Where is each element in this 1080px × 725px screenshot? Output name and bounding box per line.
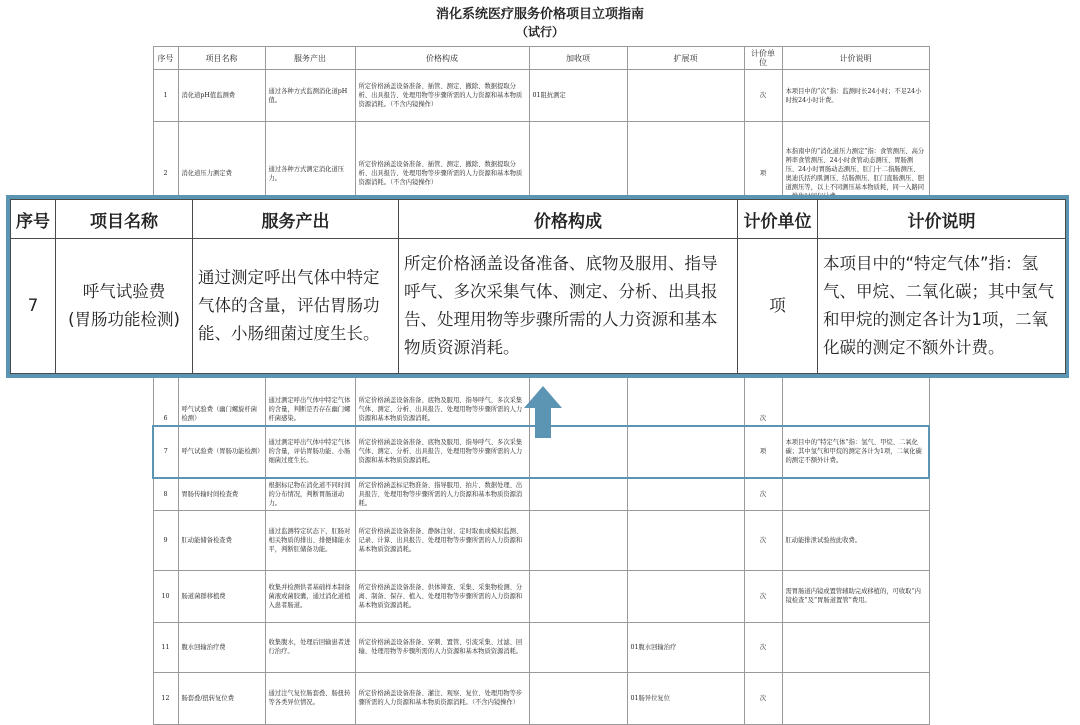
cell-price: 所定价格涵盖设备准备、穿刺、置管、引流采集、过滤、回输、处理用物等步骤所需的人力资源和基本物质资源消耗。 <box>355 622 529 672</box>
cell-name: 腹水回输治疗费 <box>178 622 265 672</box>
zoom-cell-name <box>56 239 193 374</box>
cell-note <box>782 478 929 511</box>
document-title: 消化系统医疗服务价格项目立项指南 <box>435 7 644 22</box>
cell-name: 胃肠传输时间检查费 <box>178 478 265 511</box>
cell-no: 8 <box>153 478 178 511</box>
zoom-cell-price: 所定价格涵盖设备准备、底物及服用、指导呼气、多次采集气体、测定、分析、出具报告、处理用物等步骤所需的人力资源和基本物质资源消耗。 <box>399 239 738 374</box>
cell-unit: 项 <box>744 122 782 226</box>
cell-output: 通过监测特定状态下，肛肠对相关物质的排出、排便储能水平，判断肛储备功能。 <box>265 510 355 570</box>
cell-unit: 次 <box>744 622 782 672</box>
cell-addon <box>529 622 627 672</box>
table-row <box>153 478 929 511</box>
table-row <box>153 70 929 122</box>
cell-no: 2 <box>153 122 178 226</box>
table-row <box>153 622 929 672</box>
zoom-header-name: 项目名称 <box>56 200 193 239</box>
zoom-header-unit: 计价单位 <box>738 200 818 239</box>
cell-price: 所定价格涵盖设备准备、底物及服用、指导呼气、多次采集气体、测定、分析、出具报告、处理用物等步骤所需的人力资源和基本物质资源消耗。 <box>355 226 529 426</box>
cell-unit: 次 <box>744 672 782 724</box>
cell-price: 所定价格涵盖设备准备、静脉注射、定时取血或模拟监测、记录、计算、出具报告、处理用物等步骤所需的人力资源和基本物质资源消耗。 <box>355 510 529 570</box>
zoom-header-note: 计价说明 <box>818 200 1066 239</box>
cell-price: 所定价格涵盖设备准备、底物及服用、指导呼气、多次采集气体、测定、分析、出具报告、处理用物等步骤所需的人力资源和基本物质资源消耗。 <box>355 426 529 478</box>
cell-name: 呼气试验费（胃肠功能检测） <box>178 426 265 478</box>
header-ext: 扩展项 <box>627 47 744 70</box>
cell-ext: 01腹水回输治疗 <box>627 622 744 672</box>
zoomed-row-callout <box>6 195 1069 378</box>
zoom-name-line1: 呼气试验费 <box>82 282 166 301</box>
header-no: 序号 <box>153 47 178 70</box>
cell-addon <box>529 570 627 622</box>
table-row <box>153 510 929 570</box>
cell-note: 本项目中的“次”指：监测时长24小时；不足24小时按24小时计费。 <box>782 70 929 122</box>
zoom-cell-no: 7 <box>11 239 56 374</box>
cell-name: 消化道pH值监测费 <box>178 70 265 122</box>
cell-note: 肛动能排泄试验按此收费。 <box>782 510 929 570</box>
header-note: 计价说明 <box>782 47 929 70</box>
zoomed-table <box>10 199 1066 374</box>
zoom-cell-note: 本项目中的“特定气体”指：氢气、甲烷、二氧化碳；其中氢气和甲烷的测定各计为1项，二氧化碳的测定不额外计费。 <box>818 239 1066 374</box>
cell-note: 需胃肠道内镜或置管辅助完成移植的，可收取“内镜检查”及“胃肠道置管”费用。 <box>782 570 929 622</box>
up-arrow-icon <box>524 386 562 438</box>
cell-unit: 次 <box>744 70 782 122</box>
header-output: 服务产出 <box>265 47 355 70</box>
cell-addon: 01阻抗测定 <box>529 70 627 122</box>
cell-unit: 次 <box>744 510 782 570</box>
header-unit: 计价单位 <box>744 47 782 70</box>
cell-name: 肛动能储备检查费 <box>178 510 265 570</box>
cell-ext <box>627 510 744 570</box>
cell-unit: 项 <box>744 426 782 478</box>
cell-ext <box>627 478 744 511</box>
cell-ext <box>627 70 744 122</box>
cell-addon <box>529 672 627 724</box>
cell-no: 7 <box>153 426 178 478</box>
cell-name: 消化道压力测定费 <box>178 122 265 226</box>
cell-note: 本项目中的“特定气体”指：氢气、甲烷、二氧化碳；其中氢气和甲烷的测定各计为1项，二氧化碳的测定不额外计费。 <box>782 426 929 478</box>
cell-no: 10 <box>153 570 178 622</box>
cell-no: 1 <box>153 70 178 122</box>
cell-output: 通过注气复位肠套叠、肠扭转等各类异位情况。 <box>265 672 355 724</box>
cell-ext <box>627 570 744 622</box>
zoomed-data-row <box>11 239 1066 374</box>
cell-output: 根据标记物在消化道不同时间的分布情况，判断胃肠道动力。 <box>265 478 355 511</box>
table-header-row <box>153 47 929 70</box>
cell-note: 本指南中的“消化道压力测定”指：食管测压、高分辨率食管测压、24小时食管动态测压、胃肠测压、24小时胃肠动态测压、肛门十二指肠测压、奥迪氏括约肌测压、结肠测压、肛门直肠测压、胆道测压等，以上不同测压基本物质耗，同一入路同 <box>782 122 929 226</box>
cell-no: 9 <box>153 510 178 570</box>
cell-output: 通过测定呼出气体中特定气体的含量，判断是否存在幽门螺杆菌感染。 <box>265 226 355 426</box>
zoom-cell-unit: 项 <box>738 239 818 374</box>
zoom-cell-output: 通过测定呼出气体中特定气体的含量，评估胃肠功能、小肠细菌过度生长。 <box>193 239 399 374</box>
cell-price: 所定价格涵盖设备准备、灌注、观察、复位、处理用物等步骤所需的人力资源和基本物质资源消耗。（不含内镜操作） <box>355 672 529 724</box>
header-name: 项目名称 <box>178 47 265 70</box>
zoom-header-output: 服务产出 <box>193 200 399 239</box>
cell-price: 所定价格涵盖标记物准备、指导服用、拍片、数据处理、出具报告、处理用物等步骤所需的人力资源和基本物质资源消耗。 <box>355 478 529 511</box>
cell-name: 呼气试验费（幽门螺旋杆菌检测） <box>178 226 265 426</box>
table-row <box>153 570 929 622</box>
cell-unit: 次 <box>744 478 782 511</box>
cell-unit: 次 <box>744 226 782 426</box>
cell-output: 通过各种方式监测消化道pH值。 <box>265 70 355 122</box>
header-price: 价格构成 <box>355 47 529 70</box>
zoom-header-price: 价格构成 <box>399 200 738 239</box>
cell-ext <box>627 426 744 478</box>
zoom-header-no: 序号 <box>11 200 56 239</box>
cell-output: 通过各种方式测定消化道压力。 <box>265 122 355 226</box>
cell-no: 11 <box>153 622 178 672</box>
cell-ext: 01肠异位复位 <box>627 672 744 724</box>
cell-addon <box>529 478 627 511</box>
cell-name: 肠套叠/扭转复位费 <box>178 672 265 724</box>
zoom-name-line2: (胃肠功能检测) <box>68 310 180 329</box>
cell-addon <box>529 510 627 570</box>
cell-price: 所定价格涵盖设备准备、插管、测定、撤除、数据提取分析、出具报告、处理用物等步骤所需的人力资源和基本物质资源消耗。（不含内镜操作） <box>355 70 529 122</box>
cell-price: 所定价格涵盖设备准备、插管、测定、撤除、数据提取分析、出具报告、处理用物等步骤所需的人力资源和基本物质资源消耗。（不含内镜操作） <box>355 122 529 226</box>
cell-name: 肠道菌群移植费 <box>178 570 265 622</box>
cell-output: 通过测定呼出气体中特定气体的含量，评估胃肠功能、小肠细菌过度生长。 <box>265 426 355 478</box>
cell-no: 6 <box>153 226 178 426</box>
table-row <box>153 672 929 724</box>
cell-note <box>782 672 929 724</box>
document-subtitle: （试行） <box>515 25 564 39</box>
cell-output: 收集腹水，处理后回输患者进行治疗。 <box>265 622 355 672</box>
header-addon: 加收项 <box>529 47 627 70</box>
cell-no: 12 <box>153 672 178 724</box>
cell-unit: 次 <box>744 570 782 622</box>
cell-output: 收集并检测供者基础样本制备菌液或菌胶囊，通过消化道植入患者肠道。 <box>265 570 355 622</box>
cell-price: 所定价格涵盖设备准备、供体筛查、采集、采集物检测、分离、制备、保存、植入、处理用物等步骤所需的人力资源和基本物质资源消耗。 <box>355 570 529 622</box>
cell-note <box>782 622 929 672</box>
zoomed-header-row <box>11 200 1066 239</box>
